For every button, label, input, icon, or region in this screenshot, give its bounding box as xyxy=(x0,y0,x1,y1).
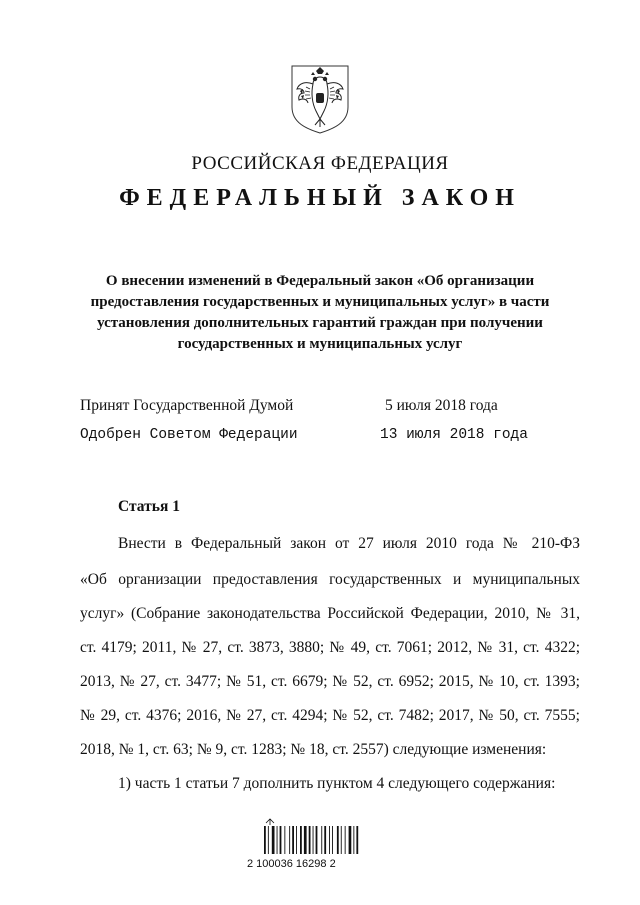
article-text-line: «Об организации предоставления государственных и муниципальных xyxy=(80,571,580,588)
heading-line: государственных и муниципальных услуг xyxy=(177,336,463,352)
article-text-line: Внести в Федеральный закон от 27 июля 2010 года № 210-ФЗ xyxy=(118,535,580,552)
barcode-number: 2 100036 16298 2 xyxy=(247,858,336,870)
law-type-title: ФЕДЕРАЛЬНЫЙ ЗАКОН xyxy=(119,185,521,211)
article-text-line: 1) часть 1 статьи 7 дополнить пунктом 4 следующего содержания: xyxy=(118,775,556,792)
heading-line: предоставления государственных и муниципальных услуг» в части xyxy=(90,294,550,310)
article-text-line: услуг» (Собрание законодательства Российской Федерации, 2010, № 31, xyxy=(80,605,580,622)
heading-line: О внесении изменений в Федеральный закон «Об организации xyxy=(105,273,535,289)
heading-line: установления дополнительных гарантий граждан при получении xyxy=(97,315,543,331)
article-text-line: 2013, № 27, ст. 3477; № 51, ст. 6679; № 52, ст. 6952; 2015, № 10, ст. 1393; xyxy=(80,673,580,690)
duma-adoption-label: Принят Государственной Думой xyxy=(80,397,294,414)
country-name: РОССИЙСКАЯ ФЕДЕРАЦИЯ xyxy=(191,153,449,174)
council-approval-label: Одобрен Советом Федерации xyxy=(80,427,298,443)
article-text-line: ст. 4179; 2011, № 27, ст. 3873, 3880; № 49, ст. 7061; 2012, № 31, ст. 4322; xyxy=(80,639,580,656)
article-text-line: 2018, № 1, ст. 63; № 9, ст. 1283; № 18, ст. 2557) следующие изменения: xyxy=(80,741,547,758)
article-title: Статья 1 xyxy=(118,498,180,515)
barcode-icon xyxy=(262,818,362,854)
duma-adoption-date: 5 июля 2018 года xyxy=(385,397,498,414)
article-text-line: № 29, ст. 4376; 2016, № 27, ст. 4294; № 52, ст. 7482; 2017, № 50, ст. 7555; xyxy=(80,707,580,724)
law-heading xyxy=(60,271,580,355)
coat-of-arms-emblem-icon xyxy=(289,63,351,135)
council-approval-date: 13 июля 2018 года xyxy=(380,427,528,443)
